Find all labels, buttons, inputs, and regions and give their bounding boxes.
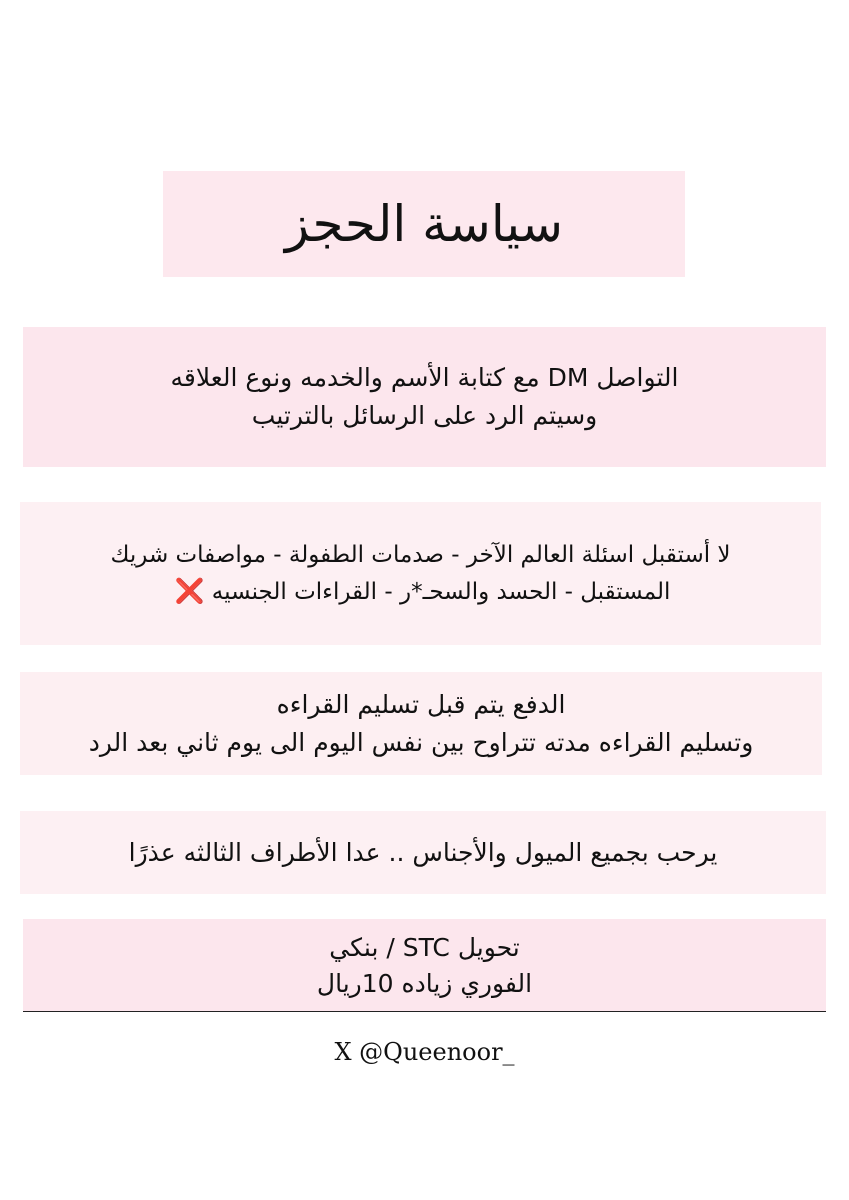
footer-divider	[23, 1011, 826, 1012]
restrictions-line-2: المستقبل - الحسد والسحـ*ر - القراءات الجنسيه	[211, 579, 671, 605]
restrictions-line-1: لا أستقبل اسئلة العالم الآخر - صدمات الطفولة - مواصفات شريك	[110, 542, 731, 568]
transfer-line-1: تحويل STC / بنكي	[329, 932, 520, 962]
contact-section	[23, 327, 826, 467]
payment-line-1: الدفع يتم قبل تسليم القراءه	[276, 689, 566, 719]
transfer-line-2: الفوري زياده 10ريال	[316, 968, 533, 998]
welcome-line-1: يرحب بجميع الميول والأجناس .. عدا الأطراف الثالثه عذرًا	[128, 837, 718, 867]
transfer-section	[23, 919, 826, 1012]
cross-mark-icon: ❌	[174, 577, 205, 605]
title-banner	[163, 171, 685, 277]
contact-line-1: التواصل DM مع كتابة الأسم والخدمه ونوع العلاقه	[170, 363, 679, 392]
payment-line-2: وتسليم القراءه مدته تتراوح بين نفس اليوم الى يوم ثاني بعد الرد	[88, 727, 754, 757]
welcome-section	[20, 811, 826, 894]
social-handle: X @Queenoor_	[334, 1038, 515, 1066]
restrictions-section	[20, 502, 821, 645]
page-title: سياسة الحجز	[284, 195, 564, 253]
restrictions-line-2-wrap	[171, 573, 671, 610]
contact-line-2: وسيتم الرد على الرسائل بالترتيب	[251, 401, 598, 430]
payment-section	[20, 672, 822, 775]
